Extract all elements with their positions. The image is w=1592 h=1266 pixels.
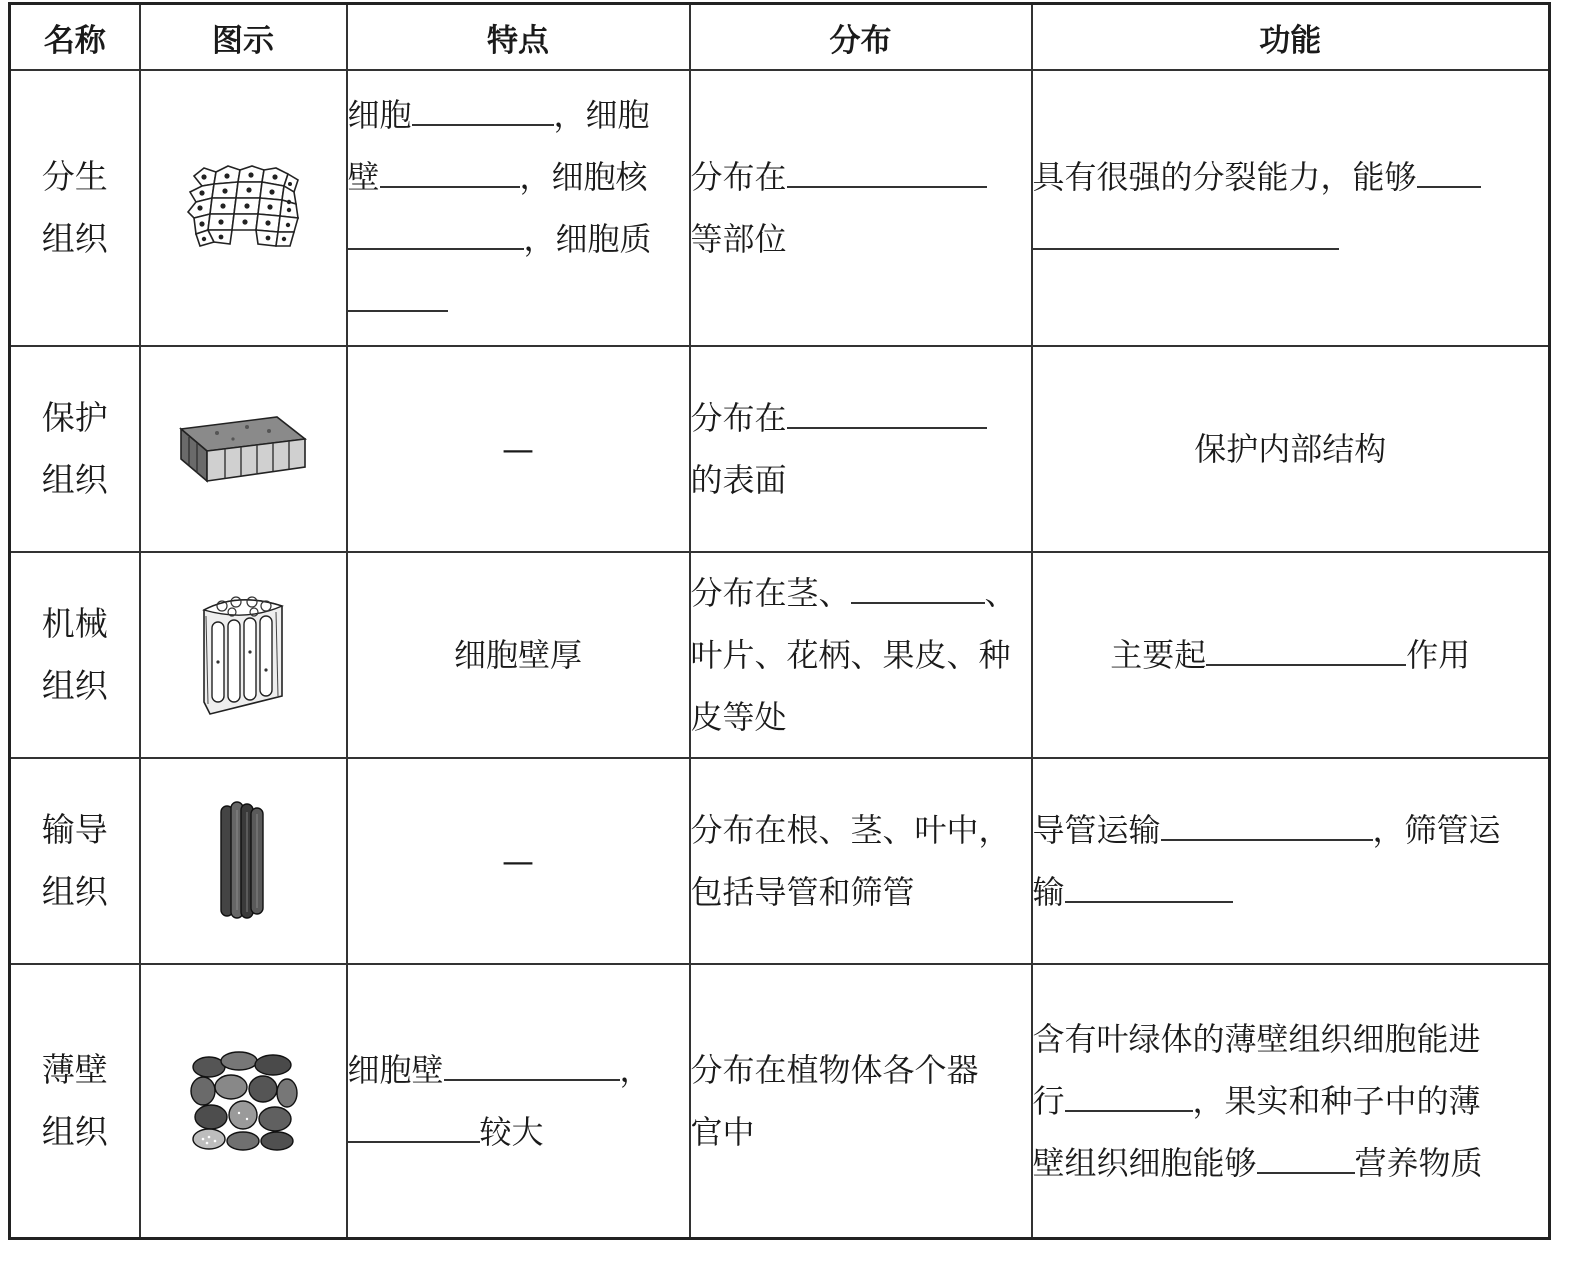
answer-blank[interactable] <box>1033 214 1339 250</box>
tissue-features: 细胞 ，细胞 壁 ，细胞核 ，细胞质 <box>347 70 690 346</box>
vessel-bundle-icon <box>215 800 271 922</box>
table-row <box>10 70 1550 346</box>
tissue-figure <box>140 964 347 1238</box>
answer-blank[interactable] <box>1065 1076 1193 1112</box>
tissue-features: — <box>347 346 690 552</box>
table-row <box>10 964 1550 1238</box>
header-row <box>10 4 1550 71</box>
table-row <box>10 346 1550 552</box>
tissue-distribution: 分布在根、茎、叶中， 包括导管和筛管 <box>690 758 1032 964</box>
tissue-features: — <box>347 758 690 964</box>
tissue-function: 含有叶绿体的薄壁组织细胞能进 行 ，果实和种子中的薄 壁组织细胞能够 营养物质 <box>1032 964 1550 1238</box>
parenchyma-cells-icon <box>187 1049 299 1153</box>
tissue-distribution: 分布在茎、 、 叶片、花柄、果皮、种 皮等处 <box>690 552 1032 758</box>
header-name: 名称 <box>10 4 140 71</box>
tissue-figure <box>140 758 347 964</box>
answer-blank[interactable] <box>412 90 554 126</box>
answer-blank[interactable] <box>348 1107 480 1143</box>
tissue-figure <box>140 552 347 758</box>
table-row <box>10 552 1550 758</box>
answer-blank[interactable] <box>348 214 524 250</box>
tissue-function: 保护内部结构 <box>1032 346 1550 552</box>
tissue-distribution: 分布在 的表面 <box>690 346 1032 552</box>
tissue-name: 分生 组织 <box>10 70 140 346</box>
answer-blank[interactable] <box>851 568 985 604</box>
epidermis-block-icon <box>177 413 309 485</box>
tissue-name: 薄壁 组织 <box>10 964 140 1238</box>
tissue-function: 导管运输 ，筛管运 输 <box>1032 758 1550 964</box>
header-distribution: 分布 <box>690 4 1032 71</box>
tissue-figure <box>140 346 347 552</box>
table-row <box>10 758 1550 964</box>
tissue-figure <box>140 70 347 346</box>
tissue-distribution: 分布在植物体各个器 官中 <box>690 964 1032 1238</box>
plant-tissue-table <box>8 2 1551 1240</box>
header-figure: 图示 <box>140 4 347 71</box>
tissue-name: 输导 组织 <box>10 758 140 964</box>
tissue-features: 细胞壁厚 <box>347 552 690 758</box>
sclerenchyma-column-icon <box>198 592 288 718</box>
tissue-name: 保护 组织 <box>10 346 140 552</box>
answer-blank[interactable] <box>1417 152 1481 188</box>
header-features: 特点 <box>347 4 690 71</box>
tissue-features: 细胞壁 ， 较大 <box>347 964 690 1238</box>
answer-blank[interactable] <box>444 1045 620 1081</box>
answer-blank[interactable] <box>1161 805 1373 841</box>
answer-blank[interactable] <box>348 276 448 312</box>
answer-blank[interactable] <box>1206 630 1406 666</box>
header-function: 功能 <box>1032 4 1550 71</box>
answer-blank[interactable] <box>787 152 987 188</box>
answer-blank[interactable] <box>1065 867 1233 903</box>
tissue-distribution: 分布在 等部位 <box>690 70 1032 346</box>
answer-blank[interactable] <box>1257 1138 1355 1174</box>
answer-blank[interactable] <box>787 393 987 429</box>
answer-blank[interactable] <box>380 152 520 188</box>
tissue-name: 机械 组织 <box>10 552 140 758</box>
tissue-function: 主要起 作用 <box>1032 552 1550 758</box>
tissue-function: 具有很强的分裂能力，能够 <box>1032 70 1550 346</box>
meristem-cells-icon <box>184 162 302 254</box>
